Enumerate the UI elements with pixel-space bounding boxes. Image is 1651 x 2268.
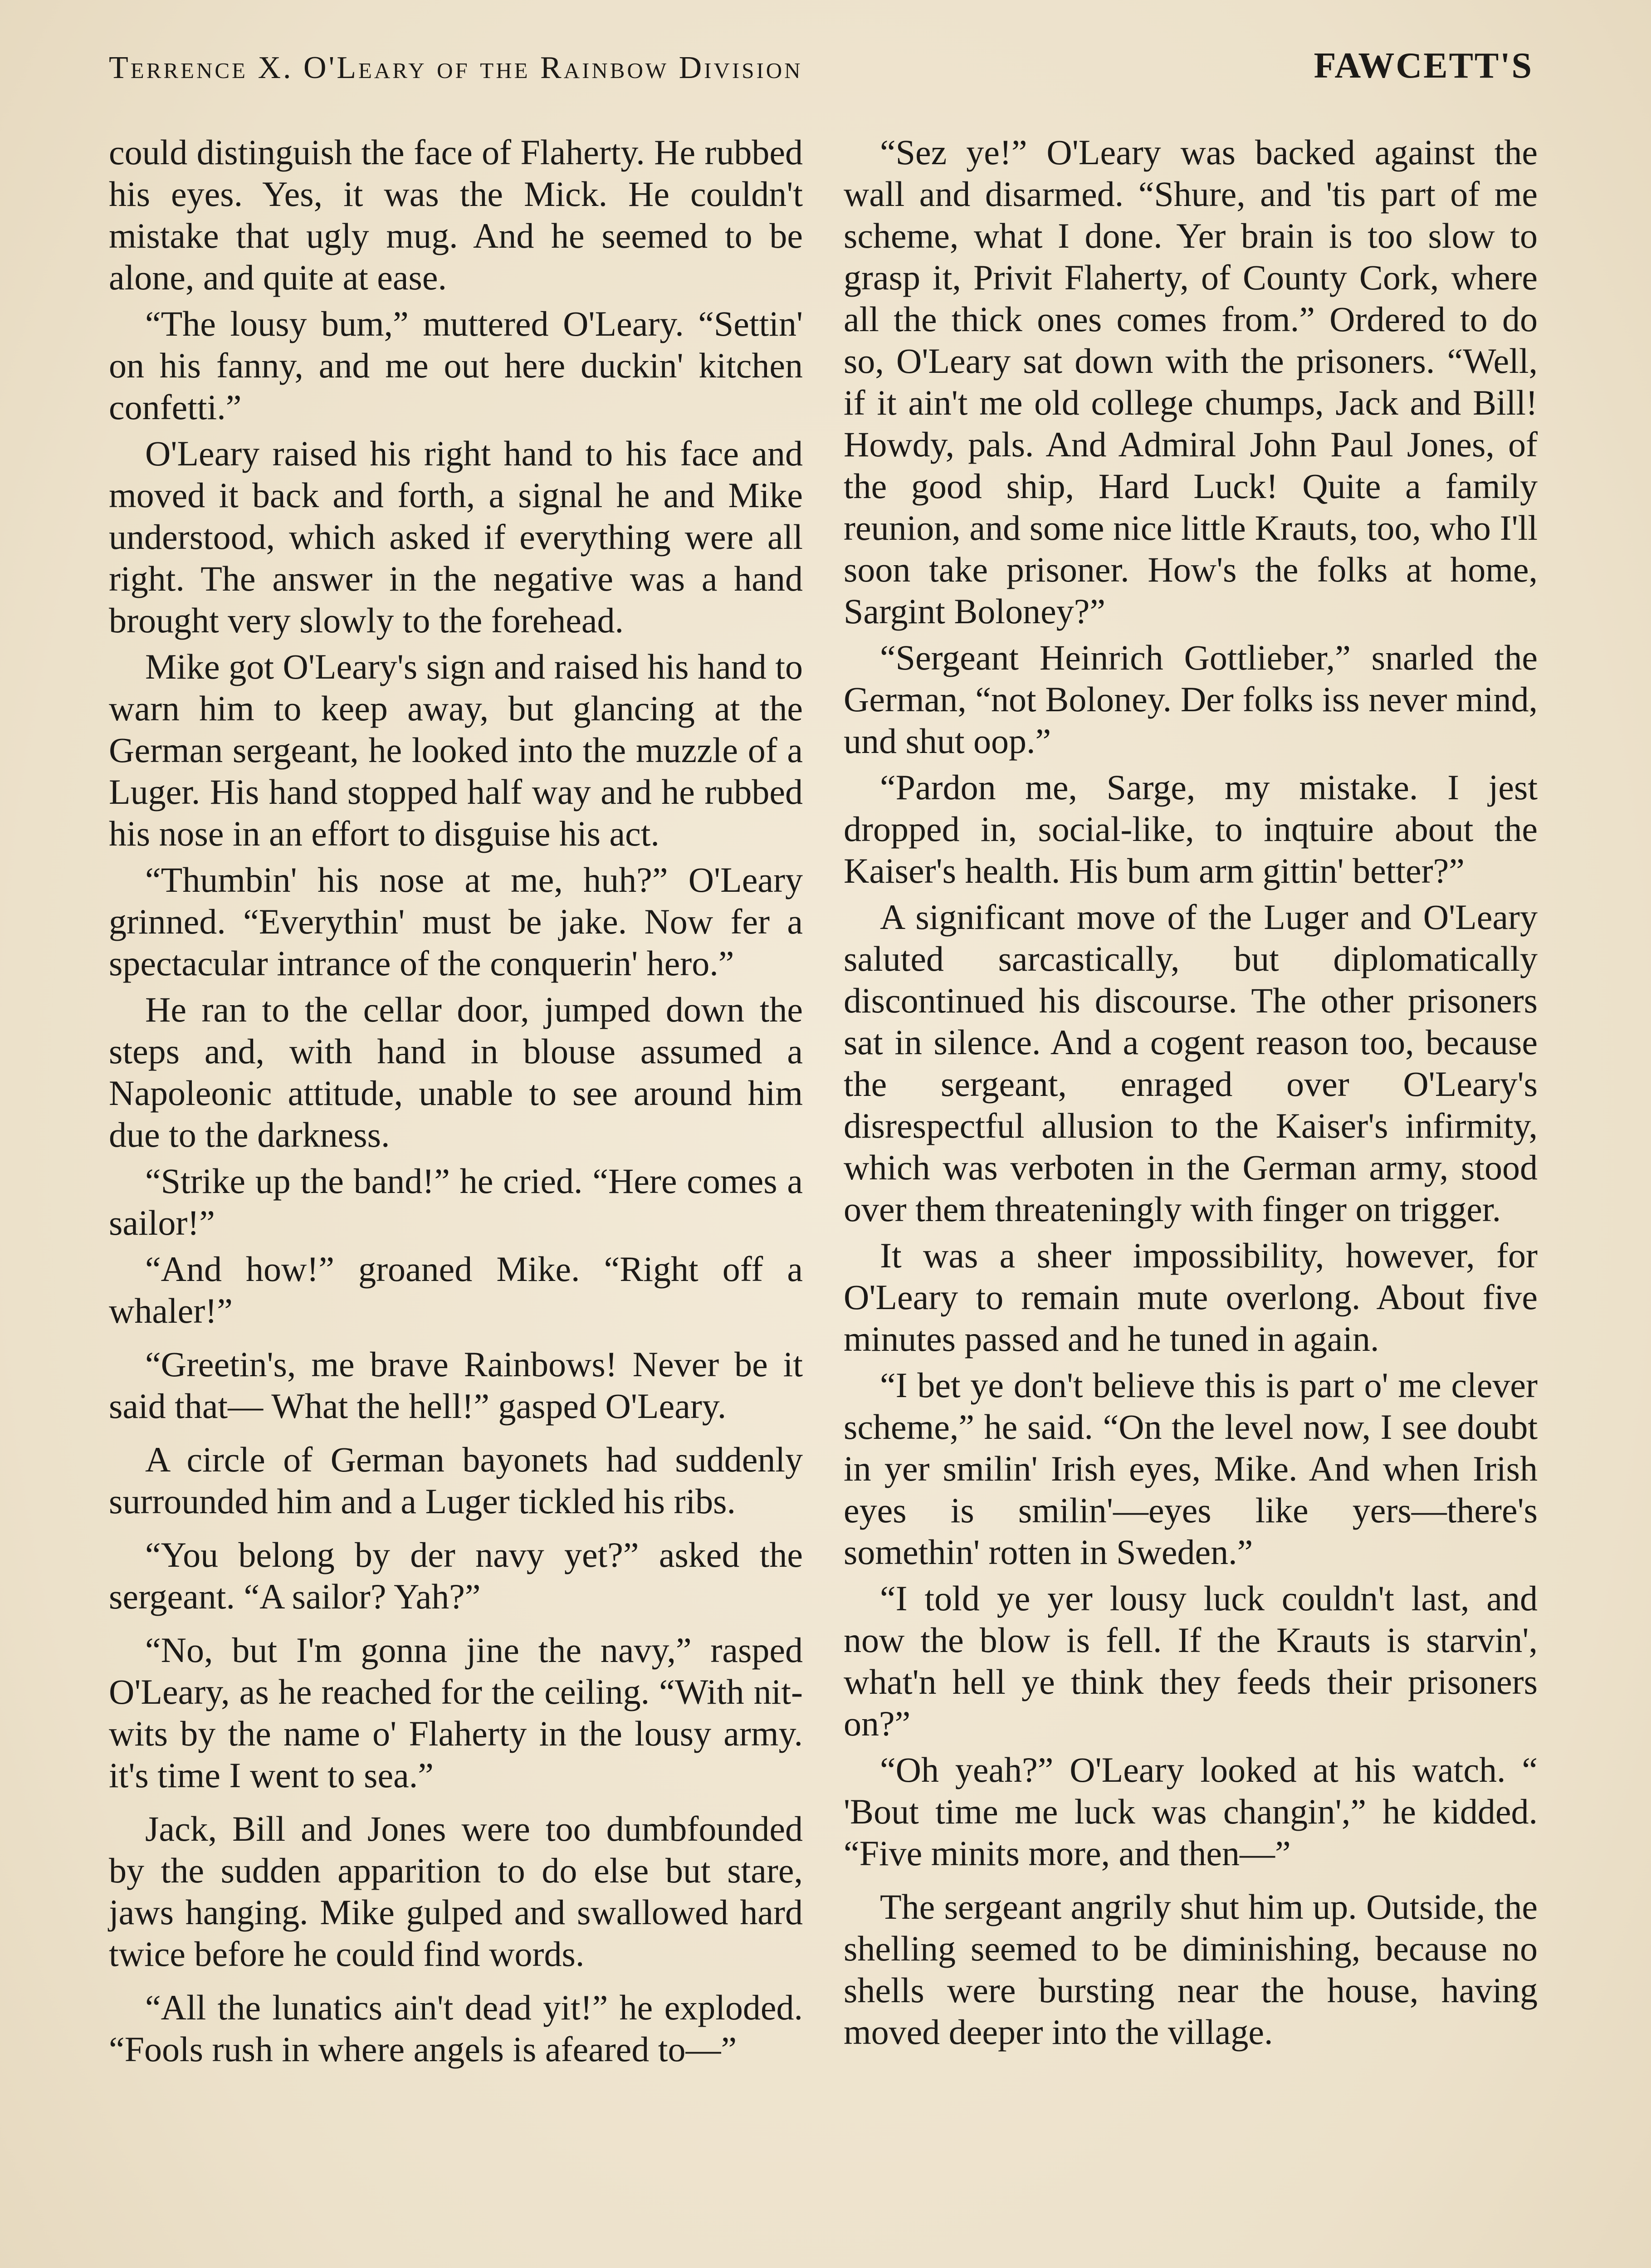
- left-text-column: [109, 132, 803, 2075]
- paragraph: “All the lunatics ain't dead yit!” he exploded. “Fools rush in where angels is afeared to—”: [109, 1988, 803, 2069]
- running-header: [109, 45, 1533, 95]
- paragraph: A circle of German bayonets had suddenly surrounded him and a Luger tickled his ribs.: [109, 1440, 803, 1521]
- paragraph: “And how!” groaned Mike. “Right off a whaler!”: [109, 1249, 803, 1330]
- paragraph: “You belong by der navy yet?” asked the sergeant. “A sailor? Yah?”: [109, 1535, 803, 1616]
- paragraph: He ran to the cellar door, jumped down the steps and, with hand in blouse assumed a Napoleonic attitude, unable to see around him due to the darkness.: [109, 990, 803, 1154]
- paragraph: could distinguish the face of Flaherty. He rubbed his eyes. Yes, it was the Mick. He couldn't mistake that ugly mug. And he seemed to be alone, and quite at ease.: [109, 132, 803, 297]
- paragraph: “Sez ye!” O'Leary was backed against the wall and disarmed. “Shure, and 'tis part of me scheme, what I done. Yer brain is too slow to grasp it, Privit Flaherty, of County Cork, where all the thick ones comes from.” Ordered to do so, O'Leary sat down with the prisoners. “Well, if it ain't me old college chumps, Jack and Bill! Howdy, pals. And Admiral John Paul Jones, of the good ship, Hard Luck! Quite a family reunion, and some nice little Krauts, too, who I'll soon take prisoner. How's the folks at home, Sargint Boloney?”: [844, 132, 1538, 631]
- paragraph: “I told ye yer lousy luck couldn't last, and now the blow is fell. If the Krauts is starvin', what'n hell ye think they feeds their prisoners on?”: [844, 1579, 1538, 1743]
- paragraph: Jack, Bill and Jones were too dumbfounded by the sudden apparition to do else but stare, jaws hanging. Mike gulped and swallowed hard twice before he could find words.: [109, 1809, 803, 1974]
- paragraph: “Strike up the band!” he cried. “Here comes a sailor!”: [109, 1161, 803, 1242]
- paragraph: “Sergeant Heinrich Gottlieber,” snarled the German, “not Boloney. Der folks iss never mind, und shut oop.”: [844, 638, 1538, 761]
- magazine-name: FAWCETT'S: [1314, 46, 1533, 86]
- paragraph: “Thumbin' his nose at me, huh?” O'Leary grinned. “Everythin' must be jake. Now fer a spectacular intrance of the conquerin' hero.”: [109, 860, 803, 983]
- paragraph: O'Leary raised his right hand to his face and moved it back and forth, a signal he and Mike understood, which asked if everything were all right. The answer in the negative was a hand brought very slowly to the forehead.: [109, 434, 803, 640]
- paragraph: “No, but I'm gonna jine the navy,” rasped O'Leary, as he reached for the ceiling. “With nit-wits by the name o' Flaherty in the lousy army. it's time I went to sea.”: [109, 1630, 803, 1795]
- paragraph: “Pardon me, Sarge, my mistake. I jest dropped in, social-like, to inqtuire about the Kaiser's health. His bum arm gittin' better?”: [844, 767, 1538, 890]
- paragraph: Mike got O'Leary's sign and raised his hand to warn him to keep away, but glancing at the German sergeant, he looked into the muzzle of a Luger. His hand stopped half way and he rubbed his nose in an effort to disguise his act.: [109, 647, 803, 853]
- paragraph: “Oh yeah?” O'Leary looked at his watch. “ 'Bout time me luck was changin',” he kidded. “Five minits more, and then—”: [844, 1750, 1538, 1873]
- right-text-column: [844, 132, 1538, 2058]
- paragraph: It was a sheer impossibility, however, for O'Leary to remain mute overlong. About five minutes passed and he tuned in again.: [844, 1236, 1538, 1359]
- paragraph: “I bet ye don't believe this is part o' me clever scheme,” he said. “On the level now, I see doubt in yer smilin' Irish eyes, Mike. And when Irish eyes is smilin'—eyes like yers—there's somethin' rotten in Sweden.”: [844, 1365, 1538, 1572]
- paragraph: A significant move of the Luger and O'Leary saluted sarcastically, but diplomatically discontinued his discourse. The other prisoners sat in silence. And a cogent reason too, because the sergeant, enraged over O'Leary's disrespectful allusion to the Kaiser's infirmity, which was verboten in the German army, stood over them threateningly with finger on trigger.: [844, 897, 1538, 1229]
- paragraph: “Greetin's, me brave Rainbows! Never be it said that— What the hell!” gasped O'Leary.: [109, 1344, 803, 1426]
- paragraph: The sergeant angrily shut him up. Outside, the shelling seemed to be diminishing, because no shells were bursting near the house, having moved deeper into the village.: [844, 1887, 1538, 2052]
- paragraph: “The lousy bum,” muttered O'Leary. “Settin' on his fanny, and me out here duckin' kitchen confetti.”: [109, 304, 803, 427]
- running-title: Terrence X. O'Leary of the Rainbow Division: [109, 50, 803, 85]
